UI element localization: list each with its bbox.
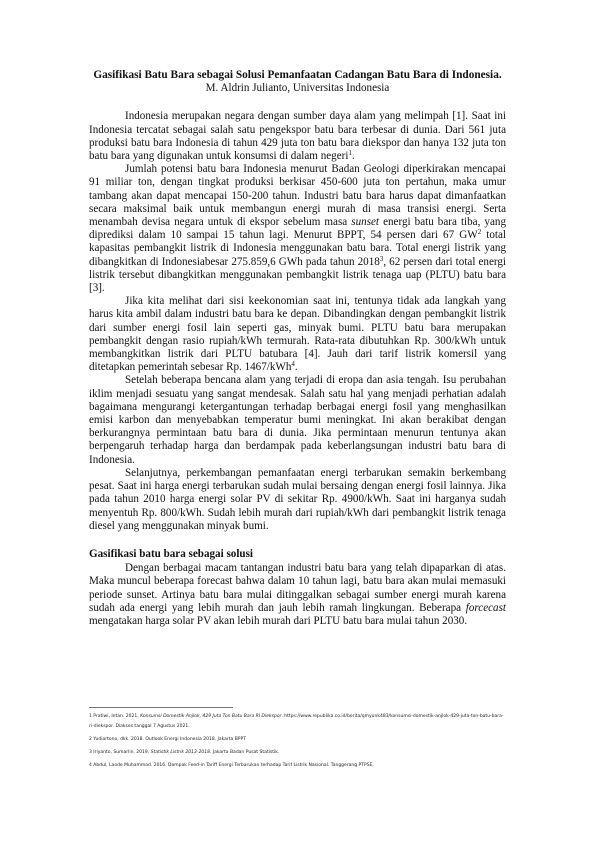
text-run: 3 Iriyanto, Sumarlin. 2019.: [89, 750, 151, 755]
footnote-divider: [89, 707, 233, 708]
footnote-ref: 3: [379, 254, 384, 263]
footnote-ref: 2: [477, 228, 482, 237]
body-paragraph: [89, 295, 506, 374]
text-run: Jika kita melihat dari sisi keekonomian saat ini, tentunya tidak ada langkah yang harus kita ambil dalam industri batu bara ke depan. Dibandingkan dengan pembangkit listrik dari sumber energi fosil lain seperti gas, minyak bumi. PLTU batu bara merupakan pembangkit dengan rasio rupiah/kWh termurah. Rata-rata dibutuhkan Rp. 300/kWh untuk membangkitkan listrik dari PLTU batubara [4]. Jauh dari tarif listrik komersil yang ditetapkan pemerintah sebesar Rp. 1467/kWh: [89, 295, 506, 374]
author-line: M. Aldrin Julianto, Universitas Indonesia: [205, 82, 390, 95]
text-run: Jumlah potensi batu bara Indonesia menurut Badan Geologi diperkirakan mencapai 91 miliar ton, dengan tingkat produksi berkisar 450-600 juta ton pertahun, maka umur tambang akan dapat mencapai 150-200 tahun. Industri batu bara harus dapat dimanfaatkan secara maksimal baik untuk membangun energi murah di masa transisi energi. Serta menambah devisa negara untuk di ekspor sebelum masa: [89, 163, 506, 229]
text-run: , 62 persen dari total energi listrik tersebut dibangkitkan menggunakan pembangkit listrik tenaga uap (PLTU) batu bara [3].: [89, 255, 506, 295]
text-run: 4 Abdul, Laode Muhammad. 2016. Dampak Feed-in Tariff Energi Terbarukan terhadap Tarif Listrik Nasional. Tanggerang PTPSE.: [89, 763, 374, 768]
document-title: Gasifikasi Batu Bara sebagai Solusi Pemanfaatan Cadangan Batu Bara di Indonesia.: [93, 69, 502, 81]
footnote-ref: 4: [291, 360, 295, 369]
text-run: Dengan berbagai macam tantangan industri batu bara yang telah dipaparkan di atas. Maka muncul beberapa forecast bahwa dalam 10 tahun lagi, batu bara akan mulai memasuki periode sunset. Artinya batu bara mulai ditinggalkan sebagai sumber energi murah karena sudah ada energi yang lebih murah dan jauh lebih ramah lingkungan. Beberapa: [89, 562, 506, 614]
body-paragraph: [89, 374, 506, 466]
section-heading: Gasifikasi batu bara sebagai solusi: [89, 547, 253, 560]
text-run: . https://www.republika.co.id/berita/qmyunk483/konsumsi-domestik-anjlok-429-juta-ton-batu-bara-ri-diekspor. Diakses tanggal 7 Agustus 2021.: [89, 714, 504, 729]
text-run: .: [294, 361, 298, 374]
footnote-item: [89, 735, 506, 745]
text-run: Indonesia merupakan negara dengan sumber daya alam yang melimpah [1]. Saat ini Indonesia tercatat sebagai salah satu pengekspor batu bara terbesar di dunia. Dari 561 juta produksi batu bara Indonesia di tahun 429 juta ton batu bara diekspor dan hanya 132 juta ton batu bara yang digunakan untuk konsumsi di dalam negeri: [89, 110, 506, 163]
text-run: 2 Yudiartono, dkk. 2018. Outlook Energi Indonesia 2018. Jakarta BPPT: [89, 737, 246, 742]
body-paragraph: [89, 562, 506, 628]
body-paragraph: [89, 467, 506, 533]
text-run: mengatakan harga solar PV akan lebih murah dari PLTU batu bara mulai tahun 2030.: [89, 614, 468, 627]
footnote-ref: 1: [348, 149, 352, 158]
text-run: .: [351, 150, 355, 163]
footnote-item: [89, 761, 506, 771]
body-paragraph: [89, 163, 506, 295]
italic-term: Statistik Listrik 2013-2018: [150, 750, 210, 755]
italic-term: Konsumsi Domestik Anjlok, 429 Juta Ton Batu Bara RI Diekspor: [140, 714, 282, 719]
text-run: energi batu bara tiba, yang diprediksi dalam 10 sampai 15 tahun lagi. Menurut BPPT, 54 persen dari 67 GW: [89, 216, 506, 242]
section-body-text: [89, 562, 506, 628]
footnotes: [89, 712, 506, 774]
text-run: total kapasitas pembangkit listrik di Indonesia menggunakan batu bara. Total energi listrik yang dibangkitkan di Indonesiabesar 275.859,6 GWh pada tahun 2018: [89, 229, 506, 268]
footnote-item: [89, 748, 506, 758]
body-text: [89, 110, 506, 533]
body-paragraph: [89, 110, 506, 163]
footnote-item: [89, 712, 506, 732]
text-run: Selanjutnya, perkembangan pemanfaatan energi terbarukan semakin berkembang pesat. Saat ini harga energi terbarukan sudah mulai bersaing dengan energi fosil lainnya. Jika pada tahun 2010 harga energi solar PV di sekitar Rp. 4900/kWh. Saat ini harganya sudah menyentuh Rp. 800/kWh. Sudah lebih murah dari rupiah/kWh dari pembangkit listrik tenaga diesel yang menggunakan minyak bumi.: [89, 466, 506, 532]
text-run: . Jakarta Badan Pusat Statistik.: [209, 750, 280, 755]
document-page: [89, 69, 506, 628]
italic-term: forcecast: [465, 601, 506, 614]
text-run: 1 Pratiwi, Intan. 2021.: [89, 714, 141, 719]
italic-term: sunset: [351, 216, 380, 229]
text-run: Setelah beberapa bencana alam yang terjadi di eropa dan asia tengah. Isu perubahan iklim menjadi sesuatu yang sangat mendesak. Salah satu hal yang menjadi perhatian adalah bagaimana mengurangi ketergantungan terhadap berbagai energi fosil yang menghasilkan emisi karbon dan menyebabkan temperatur bumi meningkat. Ini akan berakibat dengan berkurangnya permintaan batu bara di dunia. Jika permintaan menurun tentunya akan berpengaruh terhadap harga dan berdampak pada keberlangsungan industri batu bara di Indonesia.: [89, 374, 506, 466]
